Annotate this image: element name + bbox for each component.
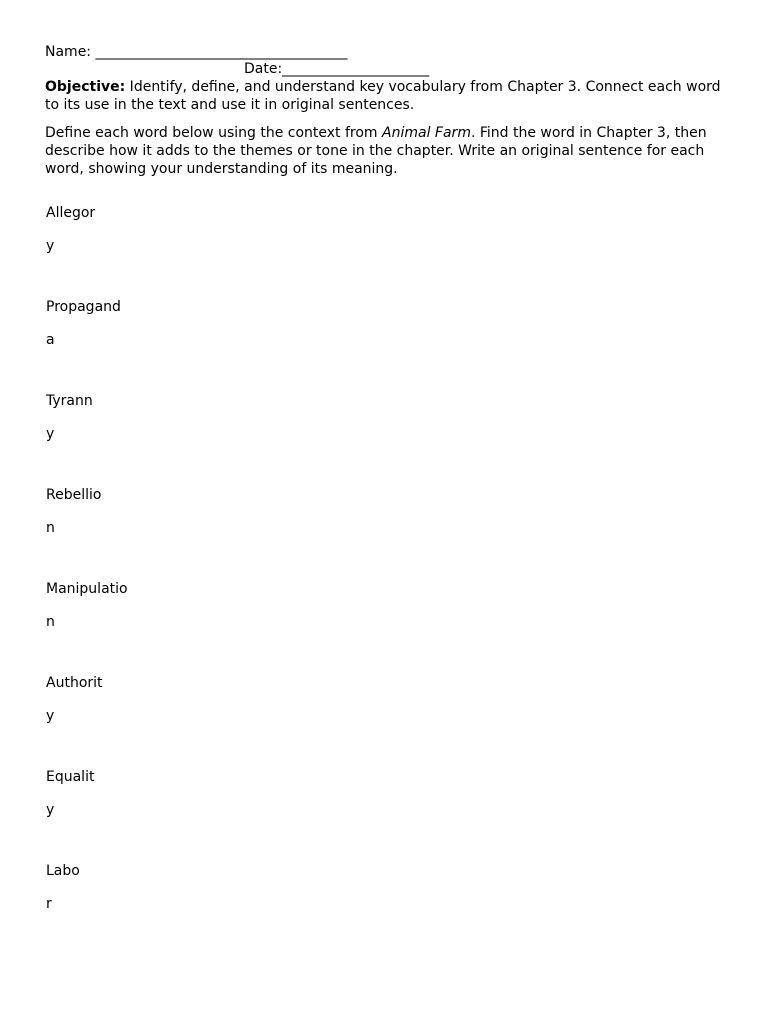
vocabulary-item	[46, 487, 128, 581]
instructions-after: . Find the word in Chapter 3, then describe how it adds to the themes or tone in the chapter. Write an original sentence for each word, showing your understanding of its meaning.	[45, 125, 707, 177]
word-part-2: n	[46, 520, 55, 536]
word-part-1: Rebellio	[46, 487, 102, 503]
instructions-before: Define each word below using the context from	[45, 125, 383, 141]
book-title: Animal Farm	[382, 125, 471, 141]
vocabulary-item	[46, 581, 128, 675]
vocabulary-item	[46, 299, 128, 393]
vocabulary-list	[46, 205, 128, 957]
word-part-2: a	[46, 332, 55, 348]
vocabulary-item	[46, 675, 128, 769]
vocabulary-item	[46, 769, 128, 863]
date-line[interactable]: Date:_____________________	[244, 61, 430, 77]
vocabulary-item	[46, 393, 128, 487]
name-line[interactable]: Name: ____________________________________	[45, 44, 348, 60]
objective-text: Identify, define, and understand key vocabulary from Chapter 3. Connect each word to its use in the text and use it in original sentences.	[45, 79, 721, 113]
instructions-paragraph	[45, 124, 725, 178]
vocabulary-item	[46, 863, 128, 957]
vocabulary-item	[46, 205, 128, 299]
worksheet-header	[45, 44, 725, 178]
word-part-2: y	[46, 708, 55, 724]
word-part-1: Labo	[46, 863, 80, 879]
objective-paragraph	[45, 78, 725, 114]
word-part-1: Equalit	[46, 769, 95, 785]
word-part-1: Propagand	[46, 299, 121, 315]
word-part-2: y	[46, 238, 55, 254]
word-part-1: Tyrann	[46, 393, 93, 409]
word-part-1: Manipulatio	[46, 581, 128, 597]
word-part-2: r	[46, 896, 52, 912]
word-part-2: y	[46, 802, 55, 818]
word-part-2: y	[46, 426, 55, 442]
word-part-1: Authorit	[46, 675, 103, 691]
word-part-2: n	[46, 614, 55, 630]
objective-label: Objective:	[45, 79, 126, 95]
word-part-1: Allegor	[46, 205, 96, 221]
